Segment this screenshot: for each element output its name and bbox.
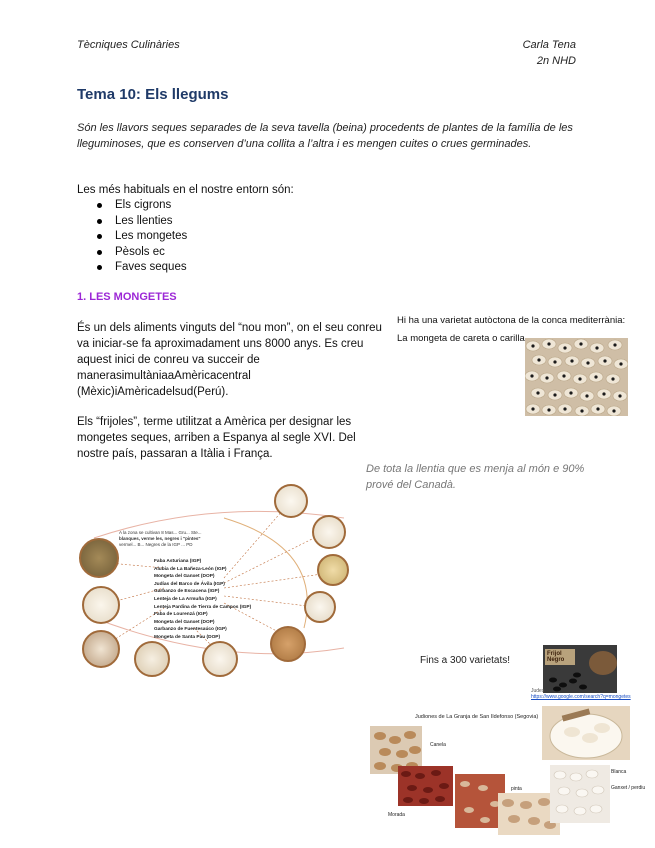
list-item: Pèsols ec bbox=[77, 245, 187, 261]
bean-bowl-image bbox=[274, 484, 308, 518]
list-intro: Les més habituals en el nostre entorn són: bbox=[77, 184, 294, 196]
bean-bowl-image bbox=[312, 515, 346, 549]
diagram-item: Judías del Barco de Ávila (IGP) bbox=[154, 581, 225, 587]
judiones-photo bbox=[542, 706, 630, 760]
diagram-item: Mongeta del Ganxet (DOP) bbox=[154, 619, 215, 625]
subject-header: Tècniques Culinàries bbox=[77, 39, 180, 51]
origin-paragraph: És un dels aliments vinguts del “nou mon”, on el seu conreu va iniciar-se fa aproximadament uns 8000 anys. Es creu aquest inici de conreu va succeir de manerasimultàniaaAmèricacentral (Mèxic)iAmèricadelsud(Perú). bbox=[77, 322, 382, 398]
diagram-item: Lenteja Pardina de Tierra de Campos (IGP) bbox=[154, 604, 252, 610]
diagram-legend bbox=[154, 558, 254, 642]
bean-bowl-image bbox=[202, 641, 238, 677]
legume-list bbox=[77, 198, 187, 276]
intro-paragraph: Són les llavors seques separades de la seva tavella (beina) procedents de plantes de la família de les lleguminoses, que es conserven d’una collita a l’altra i es mengen cuites o crues germinades. bbox=[77, 122, 573, 150]
photo-badge: Frijol Negro bbox=[547, 651, 565, 663]
legume-origins-diagram bbox=[74, 478, 359, 678]
author-header: Carla Tena bbox=[522, 39, 576, 51]
diagram-heading-line: A la zona se cultivan 8 Mas... Gru... Ste... bbox=[119, 530, 202, 535]
diagram-item: Faba Asturiana (IGP) bbox=[154, 559, 202, 564]
diagram-item: Lenteja de La Armuña (IGP) bbox=[154, 596, 217, 602]
diagram-heading-line: vermel... B... Negres de la IGP ... PD bbox=[119, 542, 193, 547]
diagram-item: Mongeta del Ganxet (DOP) bbox=[154, 574, 215, 580]
diagram-item: Garbanzo de Fuentesaúco (IGP) bbox=[154, 627, 227, 633]
diagram-item: Garbanzo de Escacena (IGP) bbox=[154, 589, 220, 595]
label-pinta: pinta bbox=[511, 786, 522, 792]
bean-bowl-image bbox=[304, 591, 336, 623]
side-note-line2: La mongeta de careta o carilla bbox=[397, 333, 525, 344]
red-beans-photo bbox=[398, 766, 453, 806]
white-beans-photo bbox=[550, 765, 610, 823]
diagram-item: Alubia de La Bañeza-León (IGP) bbox=[154, 566, 227, 572]
label-canela: Canela bbox=[430, 742, 446, 748]
label-morada: Morada bbox=[388, 812, 405, 818]
group-header: 2n NHD bbox=[536, 55, 576, 67]
section-heading: 1. LES MONGETES bbox=[77, 291, 177, 303]
page-title: Tema 10: Els llegums bbox=[77, 86, 229, 103]
careta-beans-photo bbox=[525, 338, 628, 416]
black-beans-photo bbox=[543, 645, 617, 693]
list-item: Els cigrons bbox=[77, 198, 187, 214]
list-item: Les mongetes bbox=[77, 229, 187, 245]
bean-bowl-image bbox=[134, 641, 170, 677]
bean-bowl-image bbox=[270, 626, 306, 662]
label-blanca: Blanca bbox=[611, 769, 627, 775]
list-item: Faves seques bbox=[77, 260, 187, 276]
label-ganxet: Ganxet / perdiu bbox=[611, 785, 646, 791]
diagram-heading-line: blanques, verme les, negres i "pintes" bbox=[119, 536, 201, 541]
diagram-item: Faba de Lourenzá (IGP) bbox=[154, 612, 208, 618]
lentil-quote: De tota la llentia que es menja al món e 90% prové del Canadà. bbox=[366, 463, 585, 491]
source-prefix: Judes bbox=[531, 688, 545, 694]
diagram-item: Mongeta de Santa Pau (DOP) bbox=[154, 634, 221, 640]
side-note-line1: Hi ha una varietat autòctona de la conca mediterrània: bbox=[397, 315, 626, 326]
frijoles-paragraph: Els “frijoles”, terme utilitzat a Amèrica per designar les mongetes seques, arriben a Espanya al segle XVI. Del nostre país, passaran a Itàlia i França. bbox=[77, 416, 356, 460]
varieties-caption: Fins a 300 varietats! bbox=[420, 655, 511, 666]
source-link[interactable]: https://www.google.com/search?q=mongetes bbox=[531, 694, 631, 700]
bean-bowl-image bbox=[317, 554, 349, 586]
bean-bowl-image bbox=[82, 630, 120, 668]
bean-bowl-image bbox=[79, 538, 119, 578]
diagram-heading bbox=[119, 530, 239, 548]
list-item: Les llenties bbox=[77, 214, 187, 230]
collage-caption: Judiones de La Granja de San Ildefonso (Segovia) bbox=[415, 714, 539, 720]
bean-bowl-image bbox=[82, 586, 120, 624]
